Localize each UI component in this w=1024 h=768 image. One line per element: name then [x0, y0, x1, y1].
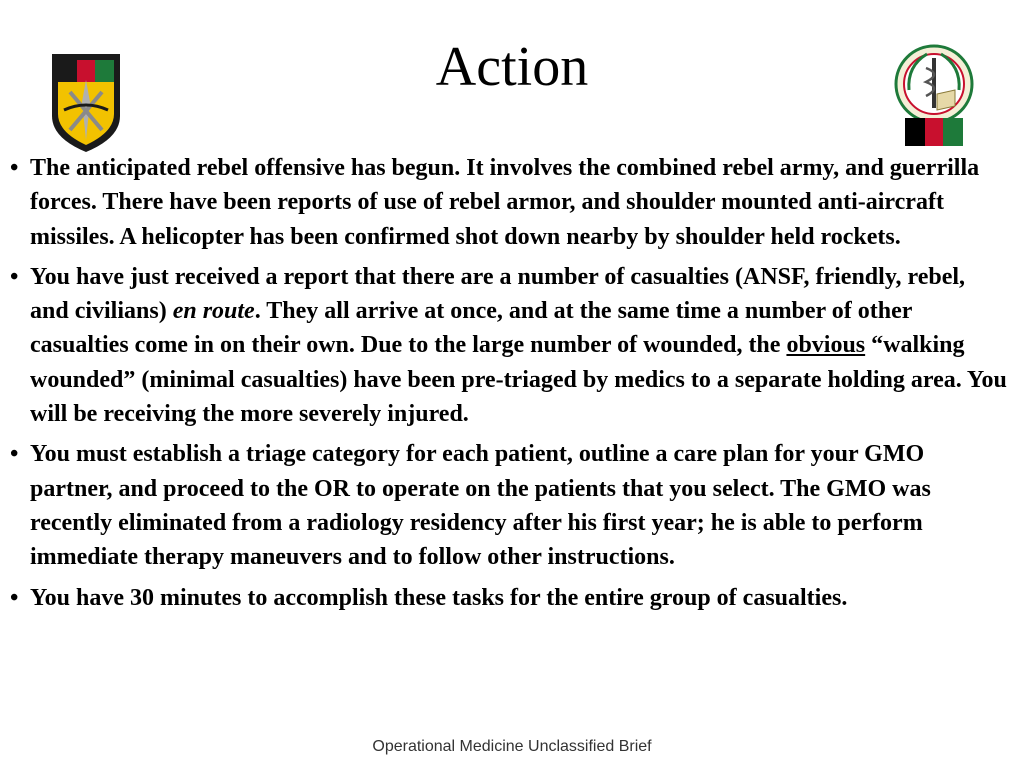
military-shield-insignia-icon — [48, 50, 124, 154]
underlined-text: obvious — [786, 332, 866, 359]
bullet-text: The anticipated rebel offensive has begun. It involves the combined rebel army, and guerrilla forces. There have been reports of use of rebel armor, and shoulder mounted anti-aircraft missiles. A helicopter has been confirmed shot down nearby by shoulder held rockets. — [30, 155, 980, 250]
bullet-text: “walking wounded” (minimal casualties) have been pre-triaged by medics to a separate holding area. You will be receiving the more severely injured. — [30, 332, 1007, 428]
bullet-list — [8, 151, 1008, 621]
bullet-text: You have 30 minutes to accomplish these tasks for the entire group of casualties. — [30, 584, 848, 611]
slide-title: Action — [435, 36, 589, 98]
bullet-item — [8, 151, 1008, 254]
bullet-text: You must establish a triage category for each patient, outline a care plan for your GMO partner, and proceed to the OR to operate on the patients that you select. The GMO was recently eliminated from a radiology residency after his first year; he is able to perform immediate therapy maneuvers and to follow other instructions. — [30, 441, 931, 571]
bullet-text: You have just received a report that there are a number of casualties (ANSF, friendly, rebel, and civilians) — [30, 263, 966, 325]
bullet-text: . They all arrive at once, and at the same time a number of other casualties come in on their own. Due to the large number of wounded, the — [30, 298, 912, 359]
bullet-marker: • — [10, 155, 19, 181]
bullet-marker: • — [10, 584, 19, 611]
bullet-marker: • — [10, 441, 19, 468]
bullet-item — [8, 260, 1008, 431]
bullet-item — [8, 581, 1008, 615]
medical-emblem-seal-icon — [893, 40, 975, 150]
italic-text: en route — [172, 298, 255, 325]
bullet-item — [8, 437, 1008, 574]
slide-footer: Operational Medicine Unclassified Brief — [372, 738, 652, 755]
bullet-marker: • — [10, 263, 19, 290]
